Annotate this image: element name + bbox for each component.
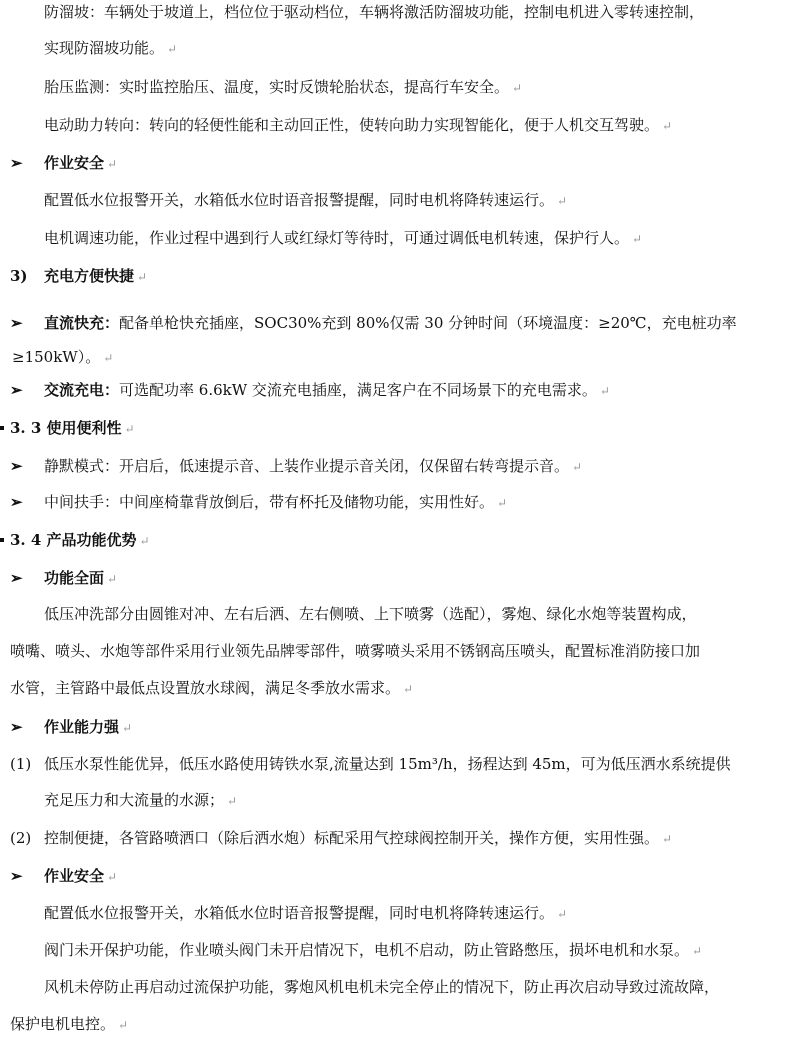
paragraph-mark-icon: ↵ — [512, 81, 523, 95]
paragraph-mark-icon: ↵ — [107, 157, 118, 171]
paragraph-mark-icon: ↵ — [662, 119, 673, 133]
line-text: 配置低水位报警开关，水箱低水位时语音报警提醒，同时电机将降转速运行。 — [44, 904, 555, 922]
paragraph-text — [44, 38, 164, 58]
text-line — [0, 903, 799, 923]
section-heading — [44, 866, 104, 886]
paragraph-mark-icon: ↵ — [227, 794, 238, 808]
paragraph-mark-icon: ↵ — [139, 534, 150, 548]
line-text: 充电方便快捷 — [44, 267, 135, 285]
paragraph-mark-icon: ↵ — [103, 351, 114, 365]
bullet-arrow-icon: ➢ — [10, 718, 23, 736]
term-label: 直流快充： — [44, 314, 120, 332]
line-text: 配置低水位报警开关，水箱低水位时语音报警提醒，同时电机将降转速运行。 — [44, 191, 555, 209]
text-line — [0, 977, 799, 997]
paragraph-mark-icon: ↵ — [497, 496, 508, 510]
paragraph-text — [44, 228, 629, 248]
paragraph-mark-icon: ↵ — [692, 944, 703, 958]
line-text: 防溜坡：车辆处于坡道上，档位位于驱动档位，车辆将激活防溜坡功能，控制电机进入零转速控制， — [44, 3, 705, 21]
text-line — [0, 77, 799, 97]
paragraph-text — [44, 492, 494, 512]
text-line — [0, 678, 799, 698]
text-line — [0, 115, 799, 135]
line-text: ≥150kW）。 — [12, 348, 101, 366]
text-line — [0, 190, 799, 210]
paragraph-text — [44, 754, 731, 774]
paragraph-text — [44, 115, 659, 135]
paragraph-text — [44, 903, 554, 923]
text-line — [0, 418, 799, 438]
paragraph-mark-icon: ↵ — [124, 422, 135, 436]
line-text: 作业安全 — [44, 154, 105, 172]
line-text: 3. 4 产品功能优势 — [10, 531, 137, 549]
line-text: 胎压监测：实时监控胎压、温度，实时反馈轮胎状态，提高行车安全。 — [44, 78, 510, 96]
bullet-arrow-icon: ➢ — [10, 154, 23, 172]
text-line — [0, 940, 799, 960]
text-line — [0, 347, 799, 367]
bullet-arrow-icon: ➢ — [10, 314, 23, 332]
line-text: 作业能力强 — [44, 718, 120, 736]
paragraph-mark-icon: ↵ — [107, 572, 118, 586]
section-heading — [44, 153, 104, 173]
section-heading — [10, 418, 122, 438]
paragraph-mark-icon: ↵ — [632, 232, 643, 246]
paragraph-mark-icon: ↵ — [572, 460, 583, 474]
paragraph-text — [44, 456, 569, 476]
text-line — [0, 380, 799, 400]
line-text: 电机调速功能，作业过程中遇到行人或红绿灯等待时，可通过调低电机转速，保护行人。 — [44, 229, 630, 247]
paragraph-mark-icon: ↵ — [403, 682, 414, 696]
list-number: 3) — [10, 267, 28, 285]
text-line — [0, 456, 799, 476]
list-number: (2) — [10, 829, 32, 847]
section-heading — [44, 717, 119, 737]
section-heading — [44, 266, 134, 286]
line-text: 实现防溜坡功能。 — [44, 39, 165, 57]
text-line — [0, 1014, 799, 1034]
paragraph-mark-icon: ↵ — [557, 194, 568, 208]
text-line — [0, 604, 799, 624]
line-text: 阀门未开保护功能，作业喷头阀门未开启情况下，电机不启动，防止管路憋压，损坏电机和水泵。 — [44, 941, 690, 959]
line-text: 控制便捷，各管路喷洒口（除后洒水炮）标配采用气控球阀控制开关，操作方便，实用性强。 — [44, 829, 660, 847]
text-line — [0, 313, 799, 333]
line-text: 功能全面 — [44, 569, 105, 587]
paragraph-text — [44, 313, 737, 333]
paragraph-mark-icon: ↵ — [599, 384, 610, 398]
term-label: 交流充电： — [44, 381, 120, 399]
paragraph-text — [44, 77, 509, 97]
paragraph-text — [44, 604, 697, 624]
text-line — [0, 828, 799, 848]
line-text: 保护电机电控。 — [10, 1015, 116, 1033]
text-line — [0, 790, 799, 810]
paragraph-text — [10, 641, 700, 661]
paragraph-text — [44, 977, 719, 997]
section-heading — [44, 568, 104, 588]
text-line — [0, 641, 799, 661]
line-text: 配备单枪快充插座，SOC30%充到 80%仅需 30 分钟时间（环境温度：≥20℃，充电桩功率 — [119, 314, 737, 332]
line-text: 3. 3 使用便利性 — [10, 419, 122, 437]
text-line — [0, 492, 799, 512]
paragraph-text — [12, 347, 100, 367]
line-text: 中间扶手：中间座椅靠背放倒后，带有杯托及储物功能，实用性好。 — [44, 493, 495, 511]
line-text: 可选配功率 6.6kW 交流充电插座，满足客户在不同场景下的充电需求。 — [119, 381, 597, 399]
bullet-arrow-icon: ➢ — [10, 457, 23, 475]
bullet-arrow-icon: ➢ — [10, 867, 23, 885]
bullet-arrow-icon: ➢ — [10, 569, 23, 587]
list-number: (1) — [10, 755, 32, 773]
paragraph-text — [44, 790, 224, 810]
line-text: 水管，主管路中最低点设置放水球阀，满足冬季放水需求。 — [10, 679, 401, 697]
paragraph-text — [10, 678, 400, 698]
line-text: 电动助力转向：转向的轻便性能和主动回正性，使转向助力实现智能化，便于人机交互驾驶。 — [44, 116, 660, 134]
paragraph-text — [44, 2, 704, 22]
line-text: 作业安全 — [44, 867, 105, 885]
text-line — [0, 38, 799, 58]
paragraph-text — [44, 828, 659, 848]
paragraph-mark-icon: ↵ — [557, 907, 568, 921]
text-line — [0, 153, 799, 173]
paragraph-mark-icon: ↵ — [107, 870, 118, 884]
text-line — [0, 866, 799, 886]
paragraph-mark-icon: ↵ — [662, 832, 673, 846]
paragraph-text — [44, 940, 689, 960]
paragraph-text — [10, 1014, 115, 1034]
paragraph-mark-icon: ↵ — [167, 42, 178, 56]
line-text: 静默模式：开启后，低速提示音、上装作业提示音关闭，仅保留右转弯提示音。 — [44, 457, 570, 475]
paragraph-mark-icon: ↵ — [137, 270, 148, 284]
bullet-arrow-icon: ➢ — [10, 493, 23, 511]
section-heading — [10, 530, 137, 550]
line-text: 低压水泵性能优异，低压水路使用铸铁水泵,流量达到 15m³/h，扬程达到 45m，可为低压洒水系统提供 — [44, 755, 731, 773]
heading-marker-icon — [0, 426, 4, 430]
bullet-arrow-icon: ➢ — [10, 381, 23, 399]
line-text: 低压冲洗部分由圆锥对冲、左右后洒、左右侧喷、上下喷雾（选配），雾炮、绿化水炮等装置构成， — [44, 605, 697, 623]
text-line — [0, 266, 799, 286]
paragraph-text — [44, 190, 554, 210]
paragraph-mark-icon: ↵ — [122, 721, 133, 735]
line-text: 充足压力和大流量的水源； — [44, 791, 225, 809]
paragraph-mark-icon: ↵ — [118, 1018, 129, 1032]
text-line — [0, 228, 799, 248]
line-text: 喷嘴、喷头、水炮等部件采用行业领先品牌零部件，喷雾喷头采用不锈钢高压喷头，配置标准消防接口加 — [10, 642, 701, 660]
heading-marker-icon — [0, 538, 4, 542]
text-line — [0, 754, 799, 774]
text-line — [0, 2, 799, 22]
line-text: 风机未停防止再启动过流保护功能，雾炮风机电机未完全停止的情况下，防止再次启动导致过流故障， — [44, 978, 720, 996]
text-line — [0, 530, 799, 550]
text-line — [0, 568, 799, 588]
paragraph-text — [44, 380, 597, 400]
text-line — [0, 717, 799, 737]
